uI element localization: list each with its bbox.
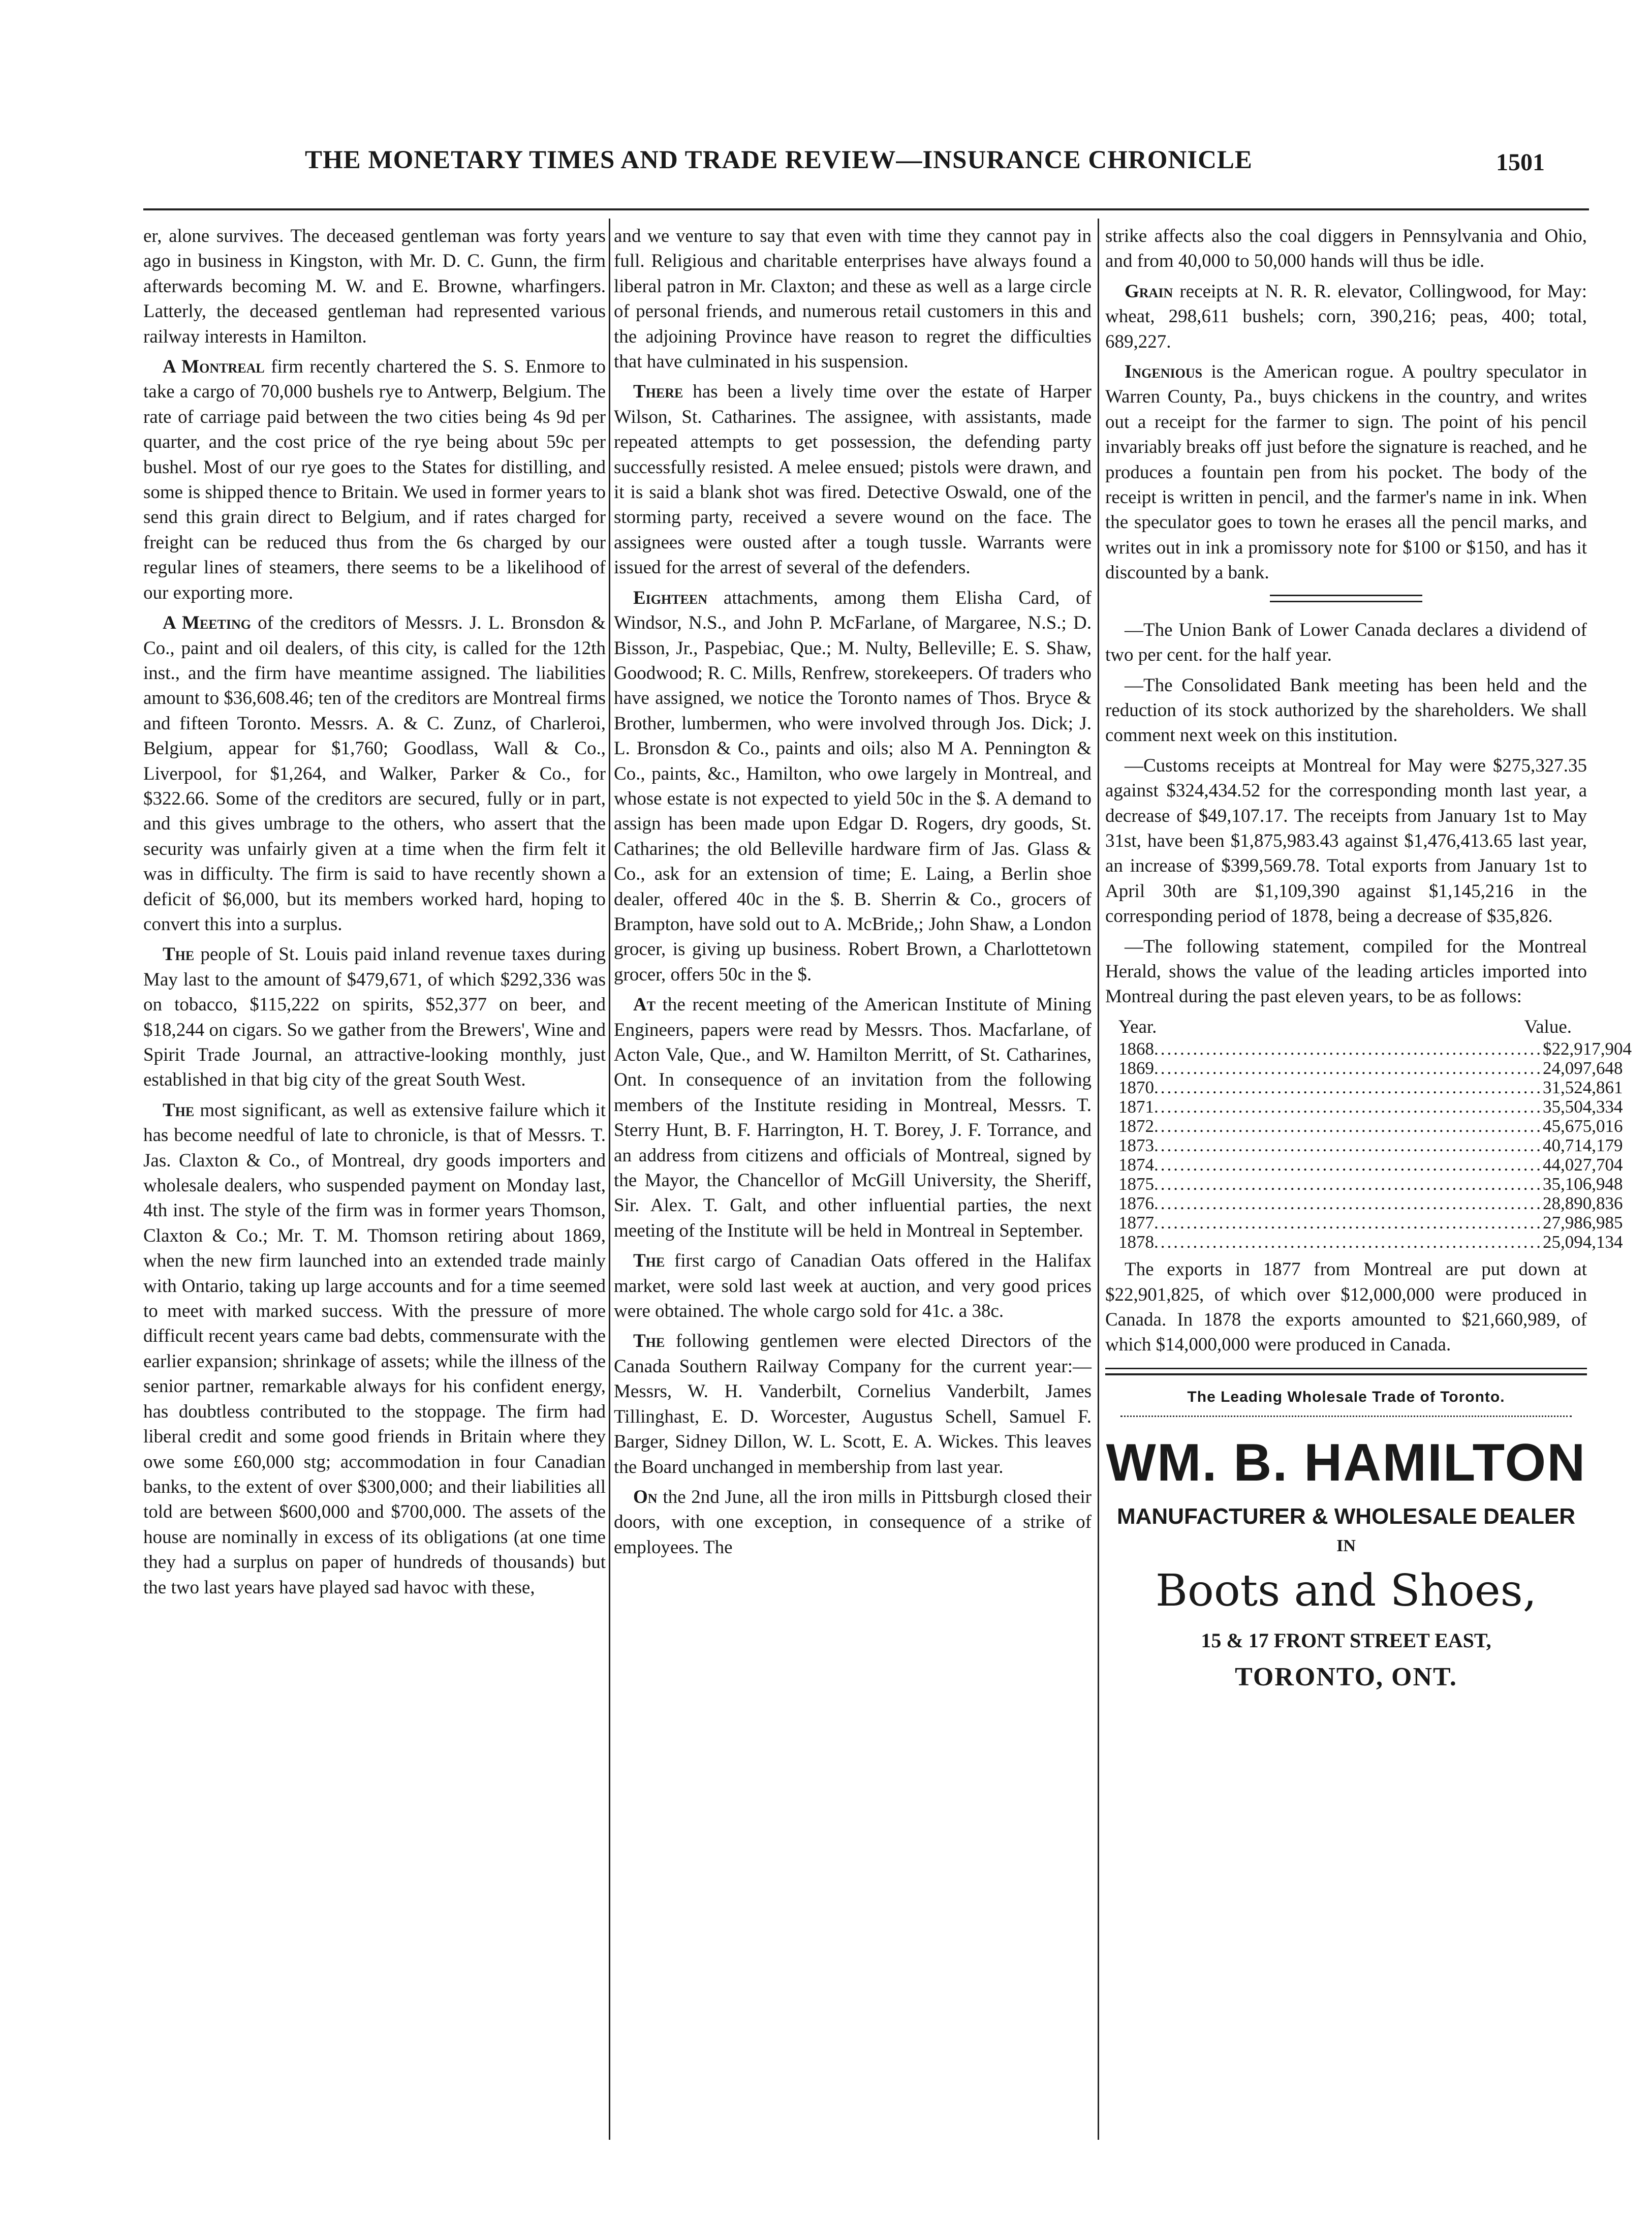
imports-value-heading: Value. [1524, 1016, 1572, 1037]
news-note: —The following statement, compiled for the Montreal Herald, shows the value of the leading articles imported into Montreal during the past eleven years, to be as follows: [1105, 936, 1587, 1007]
paragraph-text: receipts at N. R. R. elevator, Collingwood, for May: wheat, 298,611 bushels; corn, 390,216; peas, 400; total, 689,227. [1105, 281, 1587, 352]
article-paragraph [143, 224, 606, 349]
paragraph-lead: At [633, 994, 656, 1016]
header-rule [143, 208, 1589, 210]
news-note: —The Union Bank of Lower Canada declares a dividend of two per cent. for the half year. [1105, 619, 1587, 666]
imports-value: 35,504,334 [1543, 1097, 1623, 1117]
imports-row [1105, 1116, 1623, 1136]
imports-value: 31,524,861 [1543, 1078, 1623, 1098]
paragraph-text: firm recently chartered the S. S. Enmore to take a cargo of 70,000 bushels rye to Antwerp, Belgium. The rate of carriage paid between the two cities being 4s 9d per quarter, and the cost price of the rye being about 59c per bushel. Most of our rye goes to the States for distilling, and some is shipped thence to Britain. We used in former years to send this grain direct to Belgium, and if rates charged for freight can be reduced thus from the 6s charged by our regular lines of steamers, there seems to be a likelihood of our exporting more. [143, 356, 606, 603]
leader-dots: ............................................................ [1154, 1058, 1543, 1079]
article-paragraph [614, 1485, 1092, 1560]
advert-city: TORONTO, ONT. [1235, 1663, 1457, 1692]
imports-row [1105, 1039, 1632, 1059]
advert-wavy-rule [1120, 1411, 1572, 1417]
imports-year: 1875 [1118, 1174, 1154, 1194]
paragraph-lead: A Montreal [163, 356, 265, 378]
paragraph-text: the recent meeting of the American Institute of Mining Engineers, papers were read by Messrs. Thos. Macfarlane, of Acton Vale, Que., and W. Hamilton Merritt, of St. Catharines, Ont. In consequence of an invitation from the following members of the Institute residing in Montreal, Messrs. T. Sterry Hunt, B. F. Harrington, H. T. Borey, J. F. Torrance, and an address from citizens and officials of Montreal, signed by the Mayor, the Chancellor of McGill University, the Sheriff, Sir. Alex. T. Galt, and other influential parties, the next meeting of the Institute will be held in Montreal in September. [614, 994, 1092, 1241]
advert-business-type: MANUFACTURER & WHOLESALE DEALER [1117, 1504, 1575, 1529]
advert-rule-2 [1105, 1373, 1587, 1375]
leader-dots: ............................................................ [1154, 1155, 1543, 1175]
paragraph-text: er, alone survives. The deceased gentleman was forty years ago in business in Kingston, with Mr. D. C. Gunn, the firm afterwards becoming M. W. and E. Browne, wharfingers. Latterly, the deceased gentleman had represented various railway interests in Hamilton. [143, 226, 606, 347]
paragraph-lead: The [163, 1099, 195, 1121]
imports-row [1105, 1193, 1623, 1214]
imports-year: 1869 [1118, 1058, 1154, 1079]
leader-dots: ............................................................ [1154, 1232, 1543, 1252]
imports-value: 40,714,179 [1543, 1135, 1623, 1156]
paragraph-lead: There [633, 381, 683, 403]
imports-row [1105, 1135, 1623, 1156]
imports-value: 45,675,016 [1543, 1116, 1623, 1136]
imports-row [1105, 1155, 1623, 1175]
paragraph-lead: Eighteen [633, 587, 708, 608]
column-2 [614, 224, 1092, 1565]
news-note: —Customs receipts at Montreal for May were $275,327.35 against $324,434.52 for the corresponding month last year, a decrease of $49,107.17. The receipts from January 1st to May 31st, have been $1,875,983.43 against $1,476,413.65 last year, an increase of $399,569.78. Total exports from January 1st to April 30th are $1,109,390 against $1,145,216 in the corresponding period of 1878, being a decrease of $35,826. [1105, 755, 1587, 927]
imports-value: 27,986,985 [1543, 1213, 1623, 1233]
paragraph-text: most significant, as well as extensive failure which it has become needful of late to chronicle, is that of Messrs. T. Jas. Claxton & Co., of Montreal, dry goods importers and wholesale dealers, who suspended payment on Monday last, 4th inst. The style of the firm was in former years Thomson, Claxton & Co.; Mr. T. M. Thomson retiring about 1869, when the new firm launched into an extended trade mainly with Ontario, taking up large accounts and for a time seemed to meet with marked success. With the pressure of more difficult recent years came bad debts, commensurate with the earlier expansion; shrinkage of assets; while the illness of the senior partner, remarkable always for his confident energy, has doubtless contributed to the stoppage. The firm had liberal credit and some good friends in Britain where they owe some £60,000 stg; accommodation in four Canadian banks, to the extent of over $300,000; and their liabilities all told are between $600,000 and $700,000. The assets of the house are nominally in excess of its obligations (at one time they had a surplus on paper of hundreds of thousands) but the two last years have played sad havoc with these, [143, 1099, 606, 1598]
leader-dots: ............................................................ [1154, 1039, 1543, 1059]
section-divider [1270, 595, 1422, 602]
column-3 [1105, 224, 1632, 1698]
column-1 [143, 224, 606, 1605]
paragraph-lead: The [633, 1331, 665, 1352]
article-paragraph [143, 942, 606, 1092]
paragraph-lead: On [633, 1486, 658, 1508]
imports-value: 35,106,948 [1543, 1174, 1623, 1194]
imports-year: 1868 [1118, 1039, 1154, 1059]
paragraph-text: first cargo of Canadian Oats offered in the Halifax market, were sold last week at auction, and very good prices were obtained. The whole cargo sold for 41c. a 38c. [614, 1250, 1092, 1322]
article-paragraph [143, 1098, 606, 1600]
leader-dots: ............................................................ [1154, 1193, 1543, 1214]
article-paragraph [614, 1248, 1092, 1324]
paragraph-lead: The [633, 1250, 665, 1272]
advertisement [1105, 1385, 1587, 1698]
paragraph-text: people of St. Louis paid inland revenue taxes during May last to the amount of $479,671, of which $292,336 was on tobacco, $115,222 on spirits, $52,377 on beer, and $18,244 on cigars. So we gather from the Brewers', Wine and Spirit Trade Journal, an attractive-looking monthly, just established in that big city of the great South West. [143, 944, 606, 1091]
imports-year: 1874 [1118, 1155, 1154, 1175]
imports-row [1105, 1058, 1623, 1079]
article-paragraph [143, 354, 606, 605]
imports-year: 1876 [1118, 1193, 1154, 1214]
paragraph-lead: The [163, 944, 195, 965]
leader-dots: ............................................................ [1154, 1213, 1543, 1233]
exports-paragraph: The exports in 1877 from Montreal are put down at $22,901,825, of which over $12,000,000 were produced in Canada. In 1878 the exports amounted to $21,660,989, of which $14,000,000 were produced in Canada. [1105, 1259, 1587, 1356]
imports-value: 25,094,134 [1543, 1232, 1623, 1252]
article-paragraph [614, 224, 1092, 374]
column-divider-2 [1098, 219, 1099, 2140]
page-number: 1501 [1496, 149, 1545, 176]
article-paragraph [143, 610, 606, 937]
advert-goods: Boots and Shoes, [1155, 1565, 1537, 1617]
article-paragraph [614, 992, 1092, 1243]
paragraph-text: strike affects also the coal diggers in Pennsylvania and Ohio, and from 40,000 to 50,000 hands will thus be idle. [1105, 226, 1587, 272]
column-3-articles [1105, 224, 1587, 586]
paragraph-text: is the American rogue. A poultry speculator in Warren County, Pa., buys chickens in the country, and writes out a receipt for the farmer to sign. The point of his pencil invariably breaks off just before the signature is reached, and he produces a fountain pen from his pocket. The body of the receipt is written in pencil, and the farmer's name in ink. When the speculator goes to town he erases all the pencil marks, and writes out in ink a promissory note for $100 or $150, and has it discounted by a bank. [1105, 361, 1587, 583]
paragraph-text: the 2nd June, all the iron mills in Pittsburgh closed their doors, with one exception, in consequence of a strike of employees. The [614, 1486, 1092, 1558]
news-note: —The Consolidated Bank meeting has been held and the reduction of its stock authorized by the shareholders. We shall comment next week on this institution. [1105, 674, 1587, 746]
imports-year: 1871 [1118, 1097, 1154, 1117]
advert-rule [1105, 1368, 1587, 1369]
imports-year: 1872 [1118, 1116, 1154, 1136]
column-divider-1 [609, 219, 610, 2140]
paragraph-lead: Grain [1125, 281, 1173, 302]
imports-year: 1873 [1118, 1135, 1154, 1156]
paragraph-lead: A Meeting [163, 612, 252, 634]
leader-dots: ............................................................ [1154, 1174, 1543, 1194]
paragraph-text: of the creditors of Messrs. J. L. Bronsdon & Co., paint and oil dealers, of this city, is called for the 12th inst., and the firm have meantime assigned. The liabilities amount to $36,608.46; ten of the creditors are Montreal firms and fifteen Toronto. Messrs. A. & C. Zunz, of Charleroi, Belgium, appear for $1,760; Goodlass, Wall & Co., Liverpool, for $1,264, and Walker, Parker & Co., for $322.66. Some of the creditors are secured, fully or in part, and this gives umbrage to the others, who assert that the security was unfairly given at a time when the firm felt it was in difficulty. The firm is said to have recently shown a deficit of $6,000, but its members worked hard, hoping to convert this into a surplus. [143, 612, 606, 935]
article-paragraph [1105, 224, 1587, 274]
imports-row [1105, 1097, 1623, 1117]
leader-dots: ............................................................ [1154, 1078, 1543, 1098]
advert-tagline: The Leading Wholesale Trade of Toronto. [1187, 1388, 1505, 1405]
article-paragraph [614, 1329, 1092, 1479]
page-header [305, 145, 1545, 186]
imports-value: 44,027,704 [1543, 1155, 1623, 1175]
imports-value: 24,097,648 [1543, 1058, 1623, 1079]
paragraph-text: and we venture to say that even with time they cannot pay in full. Religious and charitable enterprises have always found a liberal patron in Mr. Claxton; and these as well as a large circle of personal friends, and numerous retail customers in this and the adjoining Province have reason to regret the difficulties that have culminated in his suspension. [614, 226, 1092, 373]
imports-row [1105, 1213, 1623, 1233]
publication-title: THE MONETARY TIMES AND TRADE REVIEW—INSURANCE CHRONICLE [305, 146, 1253, 174]
imports-year: 1870 [1118, 1078, 1154, 1098]
imports-row [1105, 1174, 1623, 1194]
article-paragraph [1105, 279, 1587, 354]
imports-year: 1878 [1118, 1232, 1154, 1252]
advert-in: IN [1336, 1536, 1356, 1556]
paragraph-text: attachments, among them Elisha Card, of Windsor, N.S., and John P. McFarlane, of Margaree, N.S.; D. Bisson, Jr., Paspebiac, Que.; M. Nulty, Belleville; E. S. Shaw, Goodwood; R. C. Mills, Renfrew, storekeepers. Of traders who have assigned, we notice the Toronto names of Thos. Bryce & Brother, lumbermen, who were involved through Jos. Dick; J. L. Bronsdon & Co., paints and oils; also M A. Pennington & Co., paints, &c., Hamilton, who owe largely in Montreal, and whose estate is not expected to yield 50c in the $. A demand to assign has been made upon Edgar D. Rogers, dry goods, St. Catharines; the old Belleville hardware firm of Jas. Glass & Co., ask for an extension of time; E. Laing, a Berlin shoe dealer, offered 40c in the $. B. Sherrin & Co., grocers of Brampton, have sold out to A. McBride,; John Shaw, a London grocer, is giving up business. Robert Brown, a Charlottetown grocer, offers 50c in the $. [614, 587, 1092, 985]
paragraph-text: has been a lively time over the estate of Harper Wilson, St. Catharines. The assignee, with assistants, made repeated attempts to get possession, the defending party successfully resisted. A melee ensued; pistols were drawn, and it is said a blank shot was fired. Detective Oswald, one of the storming party, received a severe wound on the face. The assignees were ousted after a tough tussle. Warrants were issued for the arrest of several of the defenders. [614, 381, 1092, 578]
article-paragraph [614, 379, 1092, 580]
paragraph-lead: Ingenious [1125, 361, 1203, 383]
advert-business-name: WM. B. HAMILTON [1106, 1433, 1586, 1493]
imports-value: $22,917,904 [1543, 1039, 1632, 1059]
imports-table [1105, 1039, 1632, 1252]
paragraph-text: following gentlemen were elected Directors of the Canada Southern Railway Company for the current year:—Messrs, W. H. Vanderbilt, Cornelius Vanderbilt, James Tillinghast, E. D. Worcester, Augustus Schell, Samuel F. Barger, Sidney Dillon, W. L. Scott, E. A. Wickes. This leaves the Board unchanged in membership from last year. [614, 1331, 1092, 1478]
imports-value: 28,890,836 [1543, 1193, 1623, 1214]
column-3-notes [1105, 618, 1587, 1009]
leader-dots: ............................................................ [1154, 1135, 1543, 1156]
imports-table-header [1105, 1014, 1587, 1039]
article-paragraph [614, 586, 1092, 988]
leader-dots: ............................................................ [1154, 1116, 1543, 1136]
article-paragraph [1105, 359, 1587, 586]
imports-row [1105, 1078, 1623, 1098]
imports-year-heading: Year. [1118, 1016, 1157, 1037]
leader-dots: ............................................................ [1154, 1097, 1543, 1117]
imports-row [1105, 1232, 1623, 1252]
imports-year: 1877 [1118, 1213, 1154, 1233]
advert-address: 15 & 17 FRONT STREET EAST, [1201, 1629, 1491, 1652]
